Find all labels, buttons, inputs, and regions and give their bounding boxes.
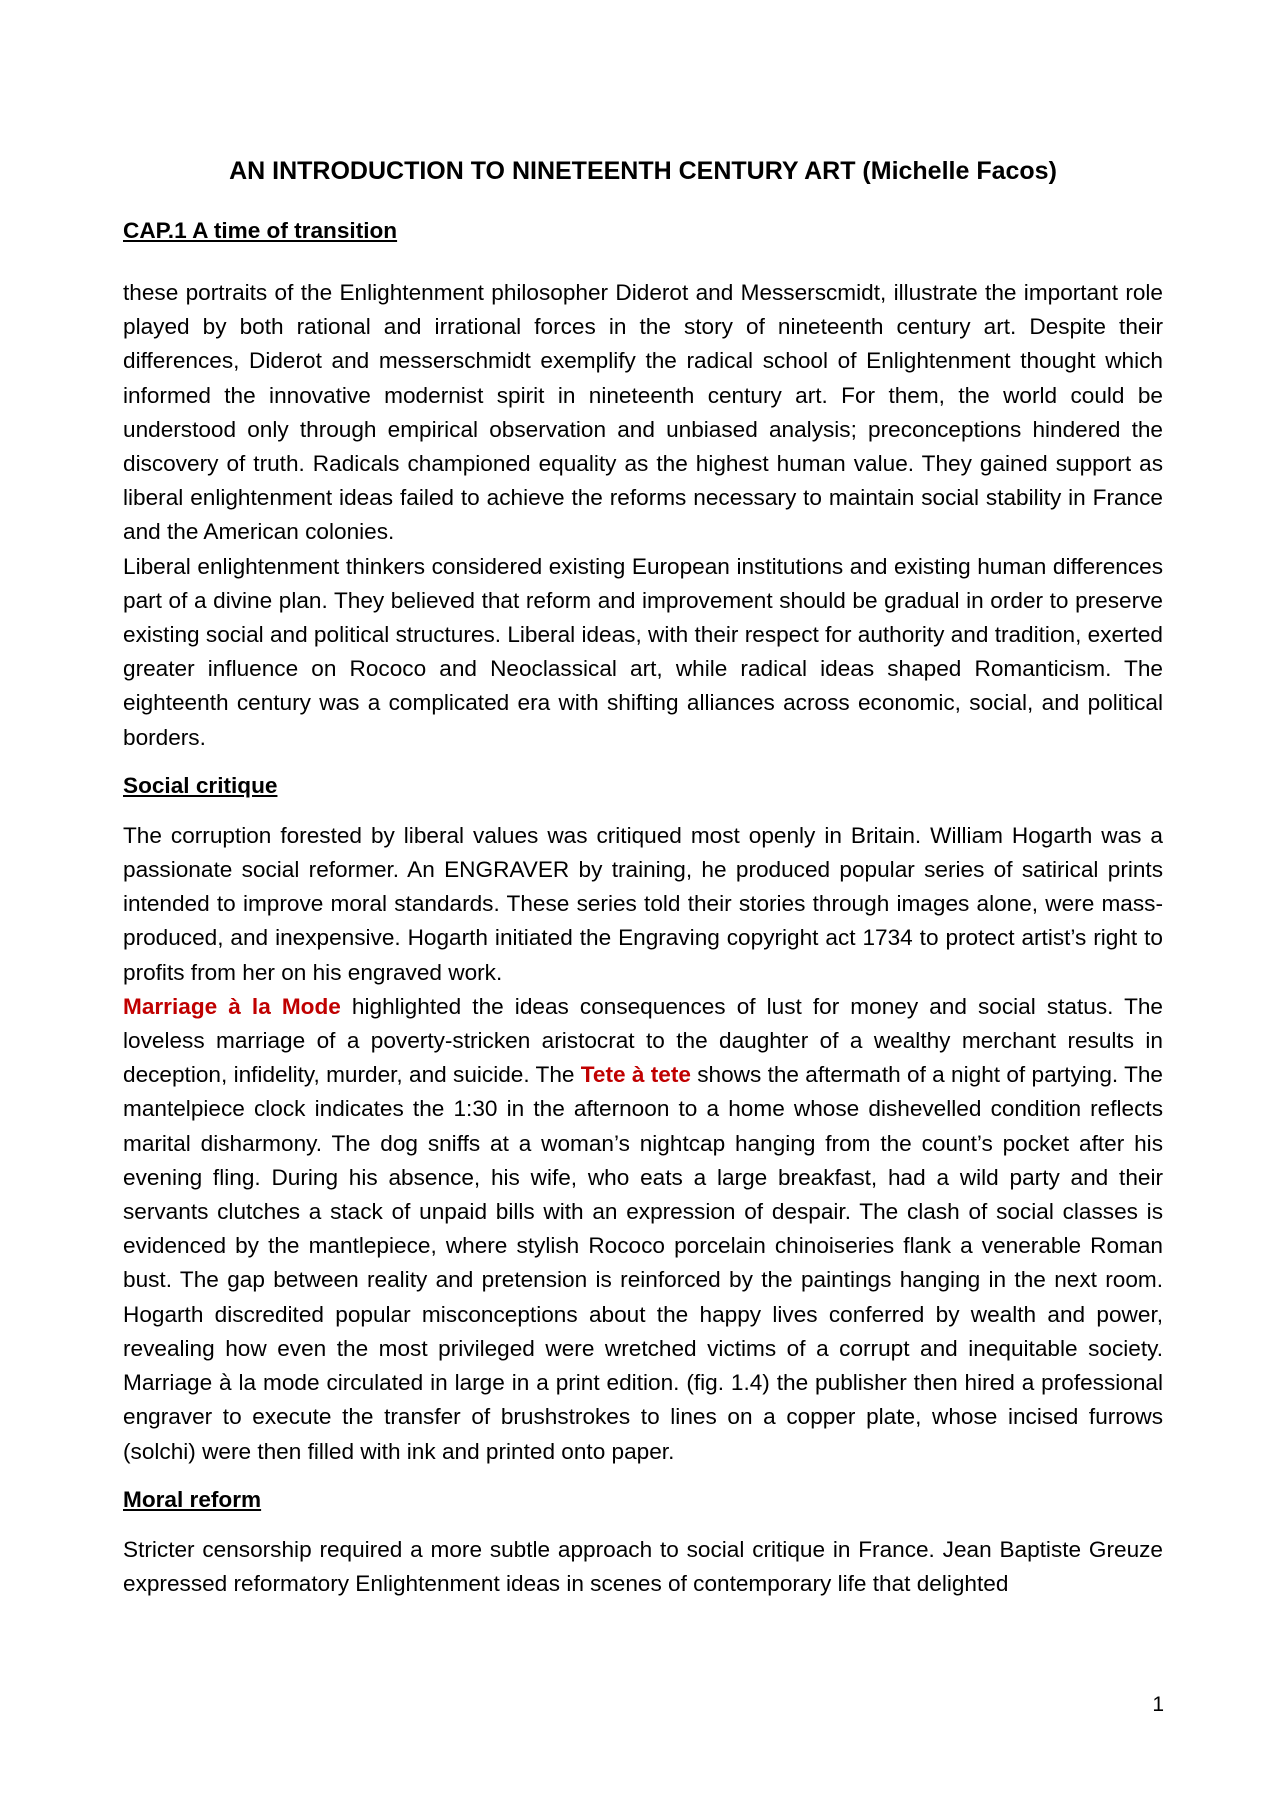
social-paragraph-2-text-1: highlighted the ideas consequences of lust for money and social status. The loveless marriage of a poverty-stricken aristocrat to the daughter of a wealthy merchant results in deception, infidelity, murder, and suicide. The (123, 993, 1163, 1088)
document-title: AN INTRODUCTION TO NINETEENTH CENTURY ART (Michelle Facos) (229, 157, 1057, 185)
social-paragraph-1: The corruption forested by liberal values was critiqued most openly in Britain. William Hogarth was a passionate social reformer. An ENGRAVER by training, he produced popular series of satirical prints intended to improve moral standards. These series told their stories through images alone, were mass-produced, and inexpensive. Hogarth initiated the Engraving copyright act 1734 to protect artist’s right to profits from her on his engraved work. (123, 822, 1163, 985)
moral-paragraph-1: Stricter censorship required a more subtle approach to social critique in France. Jean Baptiste Greuze expressed reformatory Enlightenment ideas in scenes of contemporary life that delighted (123, 1536, 1163, 1596)
social-paragraph-2 (123, 990, 1163, 1469)
highlight-tete-a-tete: Tete à tete (580, 1062, 691, 1088)
moral-reform-heading: Moral reform (123, 1486, 262, 1512)
page-number: 1 (1152, 1693, 1164, 1716)
social-critique-heading: Social critique (123, 772, 278, 798)
chapter-heading: CAP.1 A time of transition (123, 218, 398, 243)
intro-paragraph-1: these portraits of the Enlightenment philosopher Diderot and Messerscmidt, illustrate the important role played by both rational and irrational forces in the story of nineteenth century art. Despite their differences, Diderot and messerschmidt exemplify the radical school of Enlightenment thought which informed the innovative modernist spirit in nineteenth century art. For them, the world could be understood only through empirical observation and unbiased analysis; preconceptions hindered the discovery of truth. Radicals championed equality as the highest human value. They gained support as liberal enlightenment ideas failed to achieve the reforms necessary to maintain social stability in France and the American colonies. (123, 280, 1163, 545)
intro-paragraph-2: Liberal enlightenment thinkers considered existing European institutions and existing human differences part of a divine plan. They believed that reform and improvement should be gradual in order to preserve existing social and political structures. Liberal ideas, with their respect for authority and tradition, exerted greater influence on Rococo and Neoclassical art, while radical ideas shaped Romanticism. The eighteenth century was a complicated era with shifting alliances across economic, social, and political borders. (123, 553, 1163, 750)
page-content (123, 150, 1163, 1601)
social-paragraph-2-text-2: shows the aftermath of a night of partying. The mantelpiece clock indicates the 1:30 in the afternoon to a home whose dishevelled condition reflects marital disharmony. The dog sniffs at a woman’s nightcap hanging from the count’s pocket after his evening fling. During his absence, his wife, who eats a large breakfast, had a wild party and their servants clutches a stack of unpaid bills with an expression of despair. The clash of social classes is evidenced by the mantlepiece, where stylish Rococo porcelain chinoiseries flank a venerable Roman bust. The gap between reality and pretension is reinforced by the paintings hanging in the next room. Hogarth discredited popular misconceptions about the happy lives conferred by wealth and power, revealing how even the most privileged were wretched victims of a corrupt and inequitable society. Marriage à la mode circulated in large in a print edition. (fig. 1.4) the publisher then hired a professional engraver to execute the transfer of brushstrokes to lines on a copper plate, whose incised furrows (solchi) were then filled with ink and printed onto paper. (123, 1062, 1163, 1464)
highlight-marriage-a-la-mode: Marriage à la Mode (123, 993, 341, 1019)
